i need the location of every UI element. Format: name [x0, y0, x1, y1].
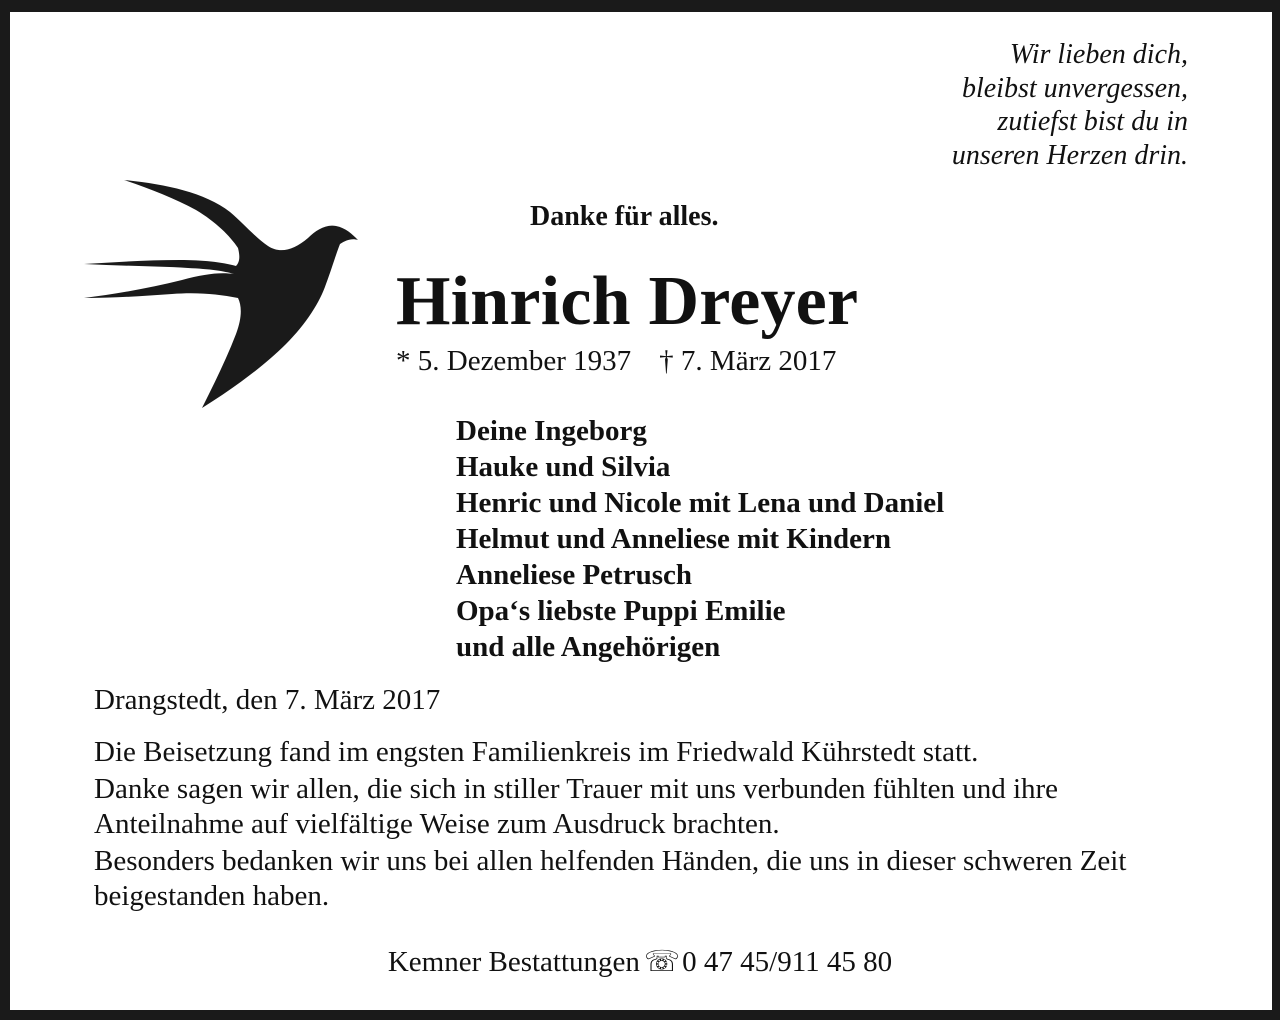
undertaker-footer: [0, 944, 1280, 979]
phone-icon: ☏: [643, 946, 681, 978]
thanks-heading: Danke für alles.: [530, 201, 719, 232]
mourner-item: Deine Ingeborg: [456, 415, 647, 447]
mourner-item: Opa‘s liebste Puppi Emilie: [456, 595, 786, 627]
death-date: † 7. März 2017: [659, 345, 837, 377]
life-dates: [396, 345, 836, 378]
deceased-name: Hinrich Dreyer: [396, 263, 859, 340]
phone-number: 0 47 45/911 45 80: [682, 946, 893, 978]
helpers-paragraph: Besonders bedanken wir uns bei allen helfenden Händen, die uns in dieser schweren Zeit beigestanden haben.: [94, 845, 1127, 912]
swallow-icon: [84, 180, 360, 412]
notice-text: [94, 735, 1204, 916]
mourner-item: Hauke und Silvia: [456, 451, 671, 483]
mourner-item: und alle Angehörigen: [456, 631, 721, 663]
mourner-item: Anneliese Petrusch: [456, 559, 692, 591]
birth-date: * 5. Dezember 1937: [396, 345, 632, 377]
mourner-item: Helmut und Anneliese mit Kindern: [456, 523, 892, 555]
poem-line: bleibst unvergessen,: [961, 72, 1188, 104]
memorial-poem: [768, 38, 1188, 172]
mourner-item: Henric und Nicole mit Lena und Daniel: [456, 487, 945, 519]
poem-line: unseren Herzen drin.: [951, 139, 1188, 171]
poem-line: Wir lieben dich,: [1009, 39, 1188, 70]
gratitude-paragraph: Danke sagen wir allen, die sich in stiller Trauer mit uns verbunden fühlten und ihre Anteilnahme auf vielfältige Weise zum Ausdruck brachten.: [94, 773, 1059, 840]
mourners-list: [456, 413, 944, 665]
place-date: Drangstedt, den 7. März 2017: [94, 684, 441, 716]
undertaker-name: Kemner Bestattungen: [387, 946, 640, 978]
burial-paragraph: Die Beisetzung fand im engsten Familienkreis im Friedwald Kührstedt statt.: [94, 736, 979, 768]
poem-line: zutiefst bist du in: [997, 106, 1188, 137]
